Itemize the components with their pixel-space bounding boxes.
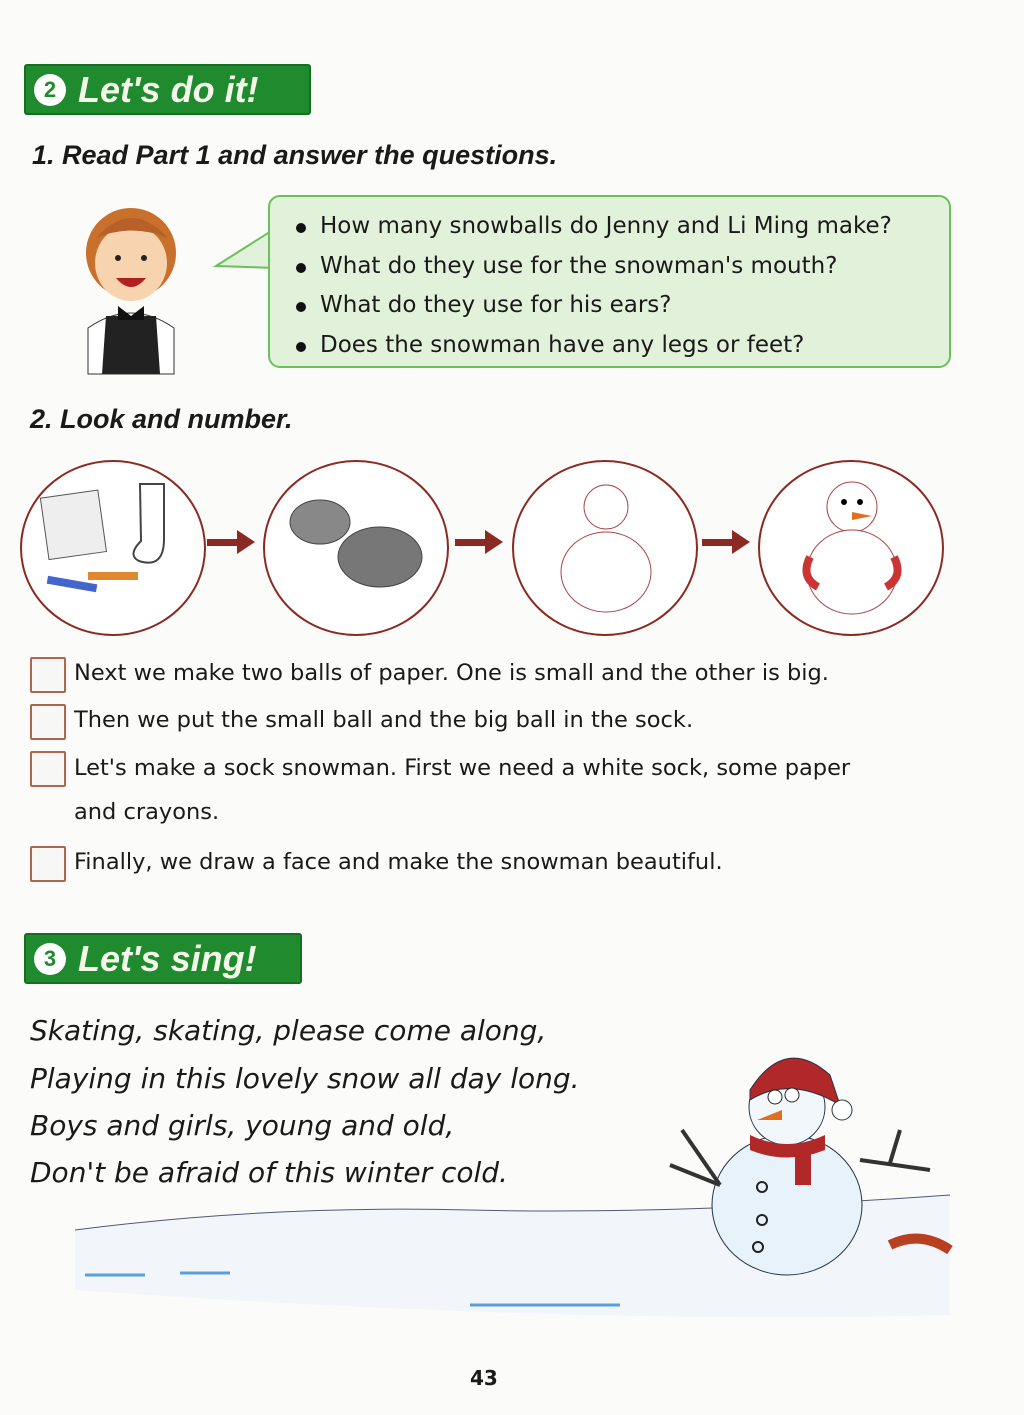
number-box[interactable] [30,846,66,882]
page-number: 43 [470,1366,498,1390]
section-number: 3 [34,943,66,975]
sentence: Let's make a sock snowman. First we need a white sock, some paper [74,755,851,781]
arrow-right-icon [207,530,255,554]
section-number: 2 [34,74,66,106]
section-header-lets-do-it [24,64,311,115]
song-line: Don't be afraid of this winter cold. [30,1156,508,1189]
question-item: What do they use for the snowman's mouth? [292,247,949,287]
winter-snowman-illustration [70,1035,960,1325]
number-box[interactable] [30,657,66,693]
number-box[interactable] [30,704,66,740]
step-image-finished-snowman [758,460,944,636]
song-line: Playing in this lovely snow all day long. [30,1062,580,1095]
girl-illustration [76,198,276,376]
section-title: Let's sing! [78,937,257,979]
arrow-right-icon [702,530,750,554]
question-item: How many snowballs do Jenny and Li Ming make? [292,207,949,247]
song-line: Boys and girls, young and old, [30,1109,455,1142]
sentence: Then we put the small ball and the big ball in the sock. [74,707,694,733]
task2-title: 2. Look and number. [30,404,293,434]
sentence: Next we make two balls of paper. One is small and the other is big. [74,660,829,686]
step-image-materials [20,460,206,636]
step-image-sock-balls [512,460,698,636]
question-item: Does the snowman have any legs or feet? [292,326,949,366]
number-box[interactable] [30,751,66,787]
section-header-lets-sing [24,933,302,984]
song-line: Skating, skating, please come along, [30,1014,547,1047]
sentence-continuation: and crayons. [74,799,220,825]
questions-bubble [268,195,951,368]
sentence: Finally, we draw a face and make the snowman beautiful. [74,849,723,875]
question-item: What do they use for his ears? [292,286,949,326]
arrow-right-icon [455,530,503,554]
task1-title: 1. Read Part 1 and answer the questions. [32,140,558,170]
step-image-paper-balls [263,460,449,636]
section-title: Let's do it! [78,68,259,110]
